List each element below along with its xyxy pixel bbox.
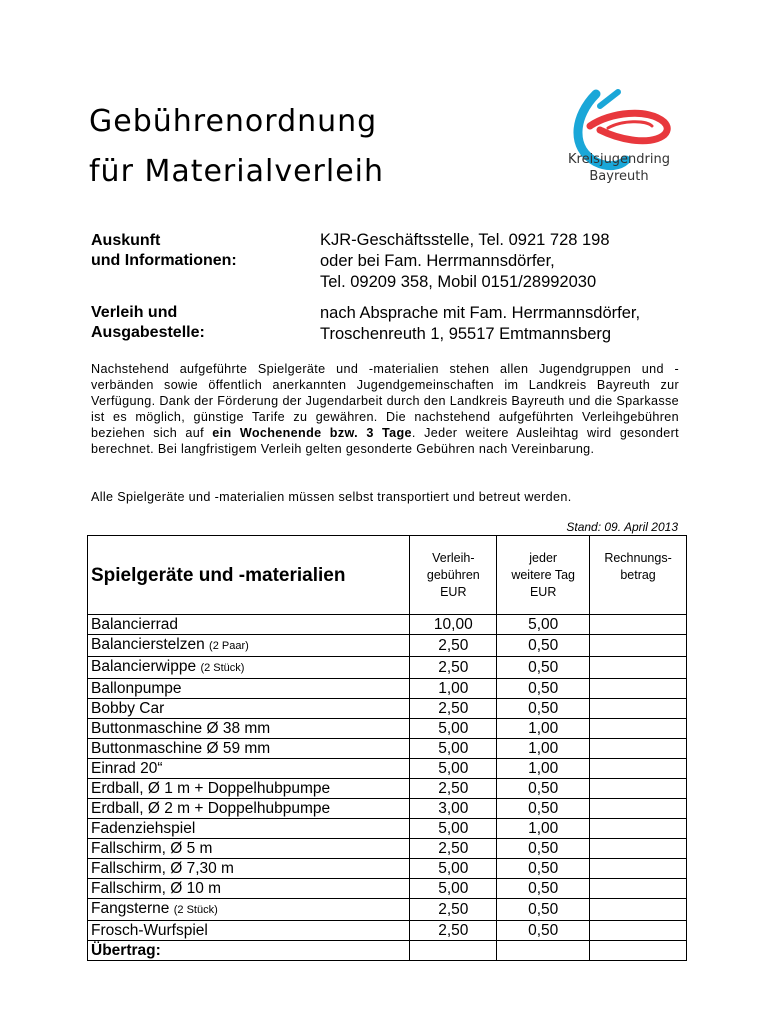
invoice-cell[interactable] <box>590 859 687 879</box>
item-name-cell <box>88 799 410 819</box>
intro-text-2: . Jeder weitere Ausleihtag wird gesondert berechnet. Bei langfristigem Verleih gelten gesonderte Gebühren nach Vereinbarung. <box>91 426 679 456</box>
item-name: Balancierwippe <box>91 658 197 675</box>
item-name-cell <box>88 819 410 839</box>
table-row <box>88 657 687 679</box>
table-row <box>88 615 687 635</box>
table-row <box>88 779 687 799</box>
table-header-row <box>88 536 687 615</box>
fee-cell: 5,00 <box>410 819 497 839</box>
fee-cell: 2,50 <box>410 635 497 657</box>
invoice-cell[interactable] <box>590 921 687 941</box>
invoice-cell[interactable] <box>590 759 687 779</box>
logo-red-swirl <box>590 113 667 141</box>
item-name: Bobby Car <box>91 700 165 717</box>
logo-text-line-2: Bayreuth <box>589 169 649 184</box>
invoice-cell[interactable] <box>590 739 687 759</box>
item-name-cell <box>88 719 410 739</box>
extra-day-cell: 0,50 <box>497 799 590 819</box>
fee-cell: 5,00 <box>410 739 497 759</box>
auskunft-line-1: KJR-Geschäftsstelle, Tel. 0921 728 198 <box>320 231 610 249</box>
fee-cell: 5,00 <box>410 879 497 899</box>
item-name: Fallschirm, Ø 5 m <box>91 840 213 857</box>
carry-fee-cell <box>410 941 497 961</box>
extra-day-cell: 0,50 <box>497 657 590 679</box>
fee-cell: 2,50 <box>410 899 497 921</box>
table-row <box>88 719 687 739</box>
item-name: Buttonmaschine Ø 59 mm <box>91 740 271 757</box>
table-row <box>88 921 687 941</box>
item-name-cell <box>88 759 410 779</box>
item-name-cell <box>88 839 410 859</box>
fee-cell: 10,00 <box>410 615 497 635</box>
verleih-line-1: nach Absprache mit Fam. Herrmannsdörfer, <box>320 304 641 322</box>
verleih-label-1: Verleih und <box>91 304 178 321</box>
auskunft-label-1: Auskunft <box>91 232 161 249</box>
rental-table <box>87 535 687 961</box>
extra-day-cell: 0,50 <box>497 699 590 719</box>
extra-day-cell: 0,50 <box>497 635 590 657</box>
invoice-cell[interactable] <box>590 699 687 719</box>
table-row <box>88 839 687 859</box>
invoice-cell[interactable] <box>590 719 687 739</box>
invoice-cell[interactable] <box>590 899 687 921</box>
extra-day-cell: 0,50 <box>497 679 590 699</box>
header-invoice: Rechnungs- betrag <box>590 536 687 615</box>
stand-date: Stand: 09. April 2013 <box>566 520 678 534</box>
invoice-cell[interactable] <box>590 779 687 799</box>
table-row <box>88 819 687 839</box>
item-name: Fallschirm, Ø 7,30 m <box>91 860 234 877</box>
extra-day-cell: 1,00 <box>497 719 590 739</box>
invoice-cell[interactable] <box>590 819 687 839</box>
verleih-line-2: Troschenreuth 1, 95517 Emtmannsberg <box>320 325 612 343</box>
item-name-cell <box>88 615 410 635</box>
item-name: Erdball, Ø 1 m + Doppelhubpumpe <box>91 780 331 797</box>
item-name: Balancierstelzen <box>91 636 205 653</box>
invoice-cell[interactable] <box>590 839 687 859</box>
extra-day-cell: 0,50 <box>497 879 590 899</box>
item-note: (2 Stück) <box>173 904 218 916</box>
auskunft-label-2: und Informationen: <box>91 252 237 269</box>
carry-invoice-cell[interactable] <box>590 941 687 961</box>
logo-blue-tail <box>600 92 618 106</box>
item-name-cell <box>88 635 410 657</box>
table-row <box>88 759 687 779</box>
table-row <box>88 679 687 699</box>
invoice-cell[interactable] <box>590 799 687 819</box>
item-name-cell <box>88 899 410 921</box>
item-name: Fadenziehspiel <box>91 820 196 837</box>
extra-day-cell: 1,00 <box>497 759 590 779</box>
carry-row <box>88 941 687 961</box>
logo-red-inner <box>608 122 652 128</box>
extra-day-cell: 5,00 <box>497 615 590 635</box>
fee-cell: 1,00 <box>410 679 497 699</box>
fee-cell: 2,50 <box>410 921 497 941</box>
table-row <box>88 699 687 719</box>
invoice-cell[interactable] <box>590 635 687 657</box>
invoice-cell[interactable] <box>590 879 687 899</box>
header-extra-day: jeder weitere Tag EUR <box>497 536 590 615</box>
extra-day-cell: 0,50 <box>497 779 590 799</box>
item-name: Einrad 20“ <box>91 760 163 777</box>
carry-extra-cell <box>497 941 590 961</box>
item-note: (2 Stück) <box>200 662 245 674</box>
item-note: (2 Paar) <box>209 640 249 652</box>
item-name: Fangsterne <box>91 900 170 917</box>
carry-label: Übertrag: <box>88 941 410 961</box>
auskunft-line-2: oder bei Fam. Herrmannsdörfer, <box>320 252 555 270</box>
extra-day-cell: 0,50 <box>497 921 590 941</box>
table-row <box>88 859 687 879</box>
transport-note: Alle Spielgeräte und -materialien müssen selbst transportiert und betreut werden. <box>91 490 572 504</box>
invoice-cell[interactable] <box>590 615 687 635</box>
table-row <box>88 739 687 759</box>
table-row <box>88 899 687 921</box>
logo-text-line-1: Kreisjugendring <box>567 152 670 167</box>
table-row <box>88 799 687 819</box>
invoice-cell[interactable] <box>590 679 687 699</box>
intro-text-bold: ein Wochenende bzw. 3 Tage <box>212 426 412 440</box>
fee-cell: 2,50 <box>410 657 497 679</box>
invoice-cell[interactable] <box>590 657 687 679</box>
fee-cell: 2,50 <box>410 839 497 859</box>
extra-day-cell: 0,50 <box>497 899 590 921</box>
page-title-line-1: Gebührenordnung <box>89 104 378 139</box>
item-name-cell <box>88 699 410 719</box>
item-name: Ballonpumpe <box>91 680 182 697</box>
fee-cell: 2,50 <box>410 779 497 799</box>
page-title-line-2: für Materialverleih <box>89 154 385 189</box>
item-name: Balancierrad <box>91 616 179 633</box>
item-name-cell <box>88 657 410 679</box>
extra-day-cell: 0,50 <box>497 859 590 879</box>
extra-day-cell: 1,00 <box>497 739 590 759</box>
fee-cell: 3,00 <box>410 799 497 819</box>
fee-cell: 5,00 <box>410 719 497 739</box>
item-name-cell <box>88 879 410 899</box>
verleih-label-2: Ausgabestelle: <box>91 324 205 341</box>
item-name-cell <box>88 859 410 879</box>
intro-text-1: Nachstehend aufgeführte Spielgeräte und -materialien stehen allen Jugendgruppen und -verbänden sowie öffentlich anerkannten Jugendgemeinschaften im Landkreis Bayreuth zur Verfügung. Dank der Förderung der Jugendarbeit durch den Landkreis Bayreuth und die Sparkasse ist es möglich, günstige Tarife zu gewähren. Die nachstehend aufgeführten Verleihgebühren beziehen sich auf <box>91 362 679 440</box>
item-name: Buttonmaschine Ø 38 mm <box>91 720 271 737</box>
item-name: Frosch-Wurfspiel <box>91 922 208 939</box>
item-name-cell <box>88 779 410 799</box>
item-name: Fallschirm, Ø 10 m <box>91 880 222 897</box>
item-name-cell <box>88 921 410 941</box>
item-name: Erdball, Ø 2 m + Doppelhubpumpe <box>91 800 331 817</box>
table-row <box>88 879 687 899</box>
item-name-cell <box>88 679 410 699</box>
fee-cell: 5,00 <box>410 859 497 879</box>
fee-cell: 5,00 <box>410 759 497 779</box>
header-item: Spielgeräte und -materialien <box>88 536 410 615</box>
intro-paragraph <box>91 361 679 457</box>
header-fee: Verleih- gebühren EUR <box>410 536 497 615</box>
extra-day-cell: 1,00 <box>497 819 590 839</box>
fee-cell: 2,50 <box>410 699 497 719</box>
extra-day-cell: 0,50 <box>497 839 590 859</box>
item-name-cell <box>88 739 410 759</box>
table-row <box>88 635 687 657</box>
auskunft-line-3: Tel. 09209 358, Mobil 0151/28992030 <box>320 273 597 291</box>
